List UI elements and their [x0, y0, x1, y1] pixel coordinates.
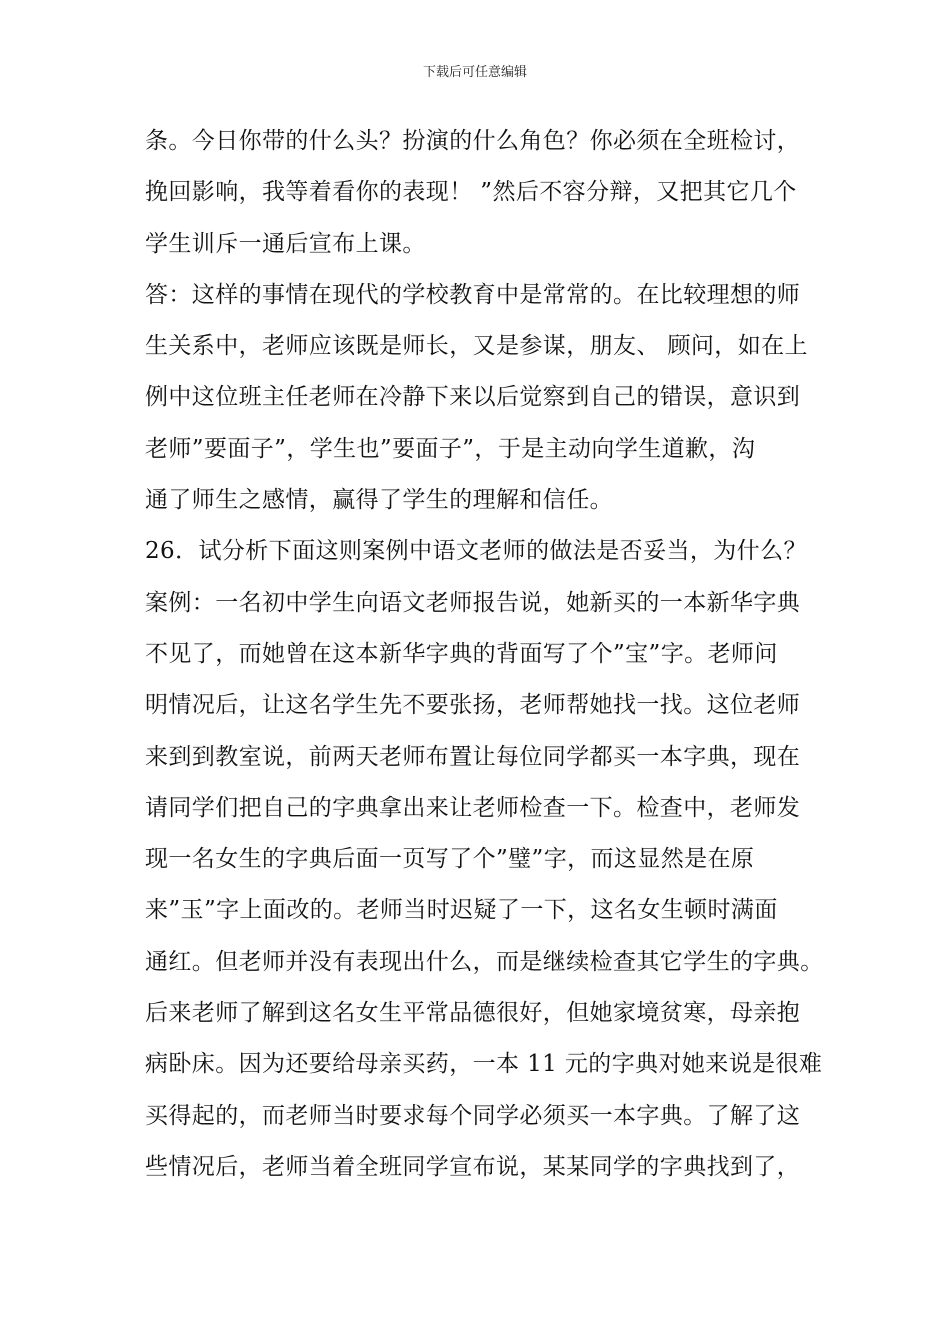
- page-header: 下载后可任意编辑: [422, 65, 527, 80]
- text-line: 老师”要面子”，学生也”要面子”，于是主动向学生道歉，沟: [145, 435, 756, 462]
- text-line: 买得起的，而老师当时要求每个同学必须买一本字典。了解了这: [145, 1102, 801, 1129]
- text-line: 后来老师了解到这名女生平常品德很好，但她家境贫寒，母亲抱: [145, 1000, 801, 1027]
- text-line: 条。今日你带的什么头？扮演的什么角色？你必须在全班检讨，: [145, 128, 801, 154]
- document-body: [145, 116, 845, 1193]
- text-line: 案例：一名初中学生向语文老师报告说，她新买的一本新华字典: [145, 589, 801, 616]
- text-line: 学生训斥一通后宣布上课。: [145, 230, 426, 257]
- text-line: 答：这样的事情在现代的学校教育中是常常的。在比较理想的师: [145, 281, 801, 308]
- text-line: 来到到教室说，前两天老师布置让每位同学都买一本字典，现在: [145, 743, 801, 770]
- question-heading: 26．试分析下面这则案例中语文老师的做法是否妥当，为什么？: [145, 538, 807, 565]
- text-line: 不见了，而她曾在这本新华字典的背面写了个”宝”字。老师问: [145, 640, 778, 667]
- text-line: 病卧床。因为还要给母亲买药，一本 11 元的字典对她来说是很难: [145, 1051, 823, 1078]
- text-line: 例中这位班主任老师在冷静下来以后觉察到自己的错误，意识到: [145, 384, 801, 411]
- text-line: 些情况后，老师当着全班同学宣布说，某某同学的字典找到了，: [145, 1153, 801, 1180]
- text-line: 通了师生之感情，赢得了学生的理解和信任。: [145, 487, 613, 514]
- text-line: 生关系中，老师应该既是师长，又是参谋，朋友、 顾问，如在上: [145, 333, 808, 360]
- text-line: 挽回影响，我等着看你的表现！ ”然后不容分辩，又把其它几个: [145, 179, 797, 206]
- text-line: 现一名女生的字典后面一页写了个”璧”字，而这显然是在原: [145, 846, 755, 873]
- text-line: 来”玉”字上面改的。老师当时迟疑了一下，这名女生顿时满面: [145, 897, 778, 924]
- text-line: 明情况后，让这名学生先不要张扬，老师帮她找一找。这位老师: [145, 692, 801, 719]
- text-line: 请同学们把自己的字典拿出来让老师检查一下。检查中，老师发: [145, 794, 801, 821]
- text-line: 通红。但老师并没有表现出什么，而是继续检查其它学生的字典。: [145, 948, 824, 975]
